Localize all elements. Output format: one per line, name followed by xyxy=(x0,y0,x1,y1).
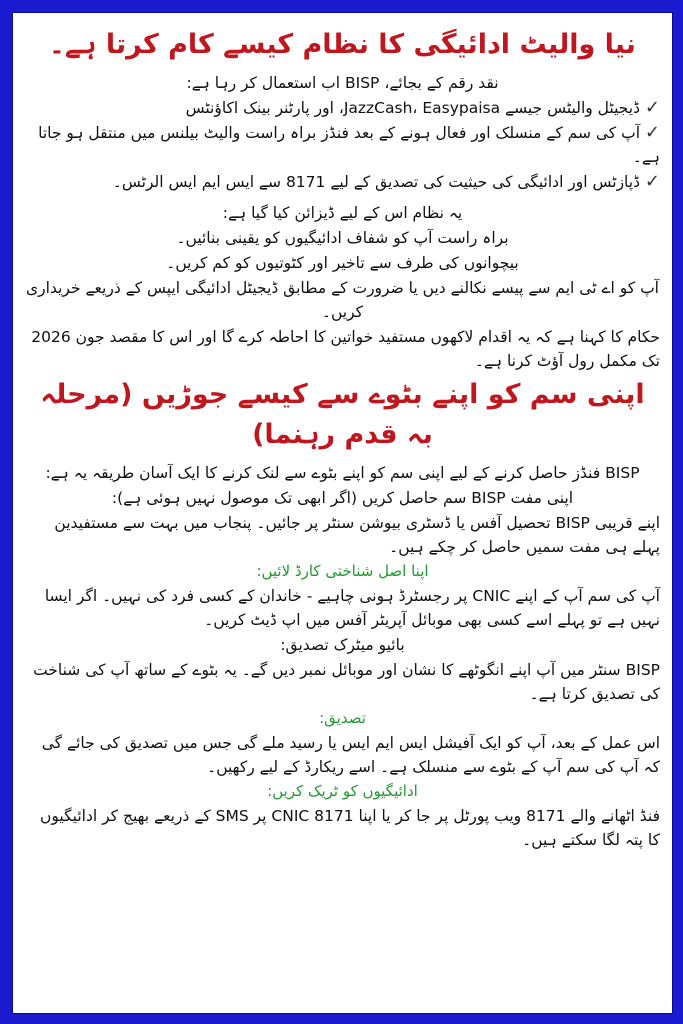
bullet-3 xyxy=(25,170,660,194)
paragraph-officials: حکام کا کہنا ہے کہ یہ اقدام لاکھوں مستفید خواتین کا احاطہ کرے گا اور اس کا مقصد جون 2026 تک مکمل رول آؤٹ کرنا ہے۔ xyxy=(31,328,660,370)
step-2-text: آپ کی سم آپ کے اپنے CNIC پر رجسٹرڈ ہونی چاہیے - خاندان کے کسی فرد کی نہیں۔ اگر ایسا نہیں ہے تو پہلے اسے کسی بھی موبائل آپریٹر آفس میں اپ ڈیٹ کریں۔ xyxy=(44,587,660,629)
step-4-text: اس عمل کے بعد، آپ کو ایک آفیشل ایس ایم ایس یا رسید ملے گی جس میں تصدیق کی جائے گی کہ آپ کی سم آپ کے بٹوے سے منسلک ہے۔ اسے ریکارڈ کے لیے رکھیں۔ xyxy=(41,734,660,776)
check-icon: ✓ xyxy=(644,122,660,143)
bullet-2-text: آپ کی سم کے منسلک اور فعال ہونے کے بعد فنڈز براہ راست والیٹ بیلنس میں منتقل ہو جاتا ہے۔ xyxy=(38,124,660,166)
bullet-2 xyxy=(25,121,660,169)
step-4-heading: تصدیق: xyxy=(319,709,366,727)
design-point-2: بیچوانوں کی طرف سے تاخیر اور کٹوتیوں کو کم کریں۔ xyxy=(166,254,519,272)
intro-line: نقد رقم کے بجائے، BISP اب استعمال کر رہا ہے: xyxy=(186,74,499,92)
design-point-1: براہ راست آپ کو شفاف ادائیگیوں کو یقینی بنائیں۔ xyxy=(176,229,509,247)
step-1-heading: اپنی مفت BISP سم حاصل کریں (اگر ابھی تک موصول نہیں ہوئی ہے): xyxy=(111,489,574,507)
step-5-text: فنڈ اٹھانے والے 8171 ویب پورٹل پر جا کر یا اپنا CNIC 8171 پر SMS کے ذریعے بھیج کر ادائیگیوں کا پتہ لگا سکتے ہیں۔ xyxy=(40,807,660,849)
section-title-wallet: نیا والیٹ ادائیگی کا نظام کیسے کام کرتا ہے۔ xyxy=(49,29,636,60)
step-3-heading: بائیو میٹرک تصدیق: xyxy=(280,636,405,654)
article-content xyxy=(13,13,672,859)
check-icon: ✓ xyxy=(644,97,660,118)
section-title-sim-link: اپنی سم کو اپنے بٹوے سے کیسے جوڑیں (مرحلہ بہ قدم رہنما) xyxy=(40,379,645,450)
step-1-text: اپنے قریبی BISP تحصیل آفس یا ڈسٹری بیوشن سنٹر پر جائیں۔ پنجاب میں بہت سے مستفیدین پہلے ہی مفت سمیں حاصل کر چکے ہیں۔ xyxy=(54,514,660,556)
guide-intro: BISP فنڈز حاصل کرنے کے لیے اپنی سم کو اپنے بٹوے سے لنک کرنے کا ایک آسان طریقہ یہ ہے: xyxy=(45,464,640,482)
design-intro: یہ نظام اس کے لیے ڈیزائن کیا گیا ہے: xyxy=(222,204,463,222)
bullet-3-text: ڈپازٹس اور ادائیگی کی حیثیت کی تصدیق کے لیے 8171 سے ایس ایم ایس الرٹس۔ xyxy=(112,173,640,191)
paragraph-atm: آپ کو اے ٹی ایم سے پیسے نکالنے دیں یا ضرورت کے مطابق ڈیجیٹل ادائیگی ایپس کے ذریعے خریداری کریں۔ xyxy=(26,279,659,321)
bullet-1-text: ڈیجیٹل والیٹس جیسے JazzCash، Easypaisa، اور پارٹنر بینک اکاؤنٹس xyxy=(185,99,640,117)
step-3-text: BISP سنٹر میں آپ اپنے انگوٹھے کا نشان اور موبائل نمبر دیں گے۔ یہ بٹوے کے ساتھ آپ کی شناخت کی تصدیق کرتا ہے۔ xyxy=(33,661,660,703)
step-2-heading: اپنا اصل شناختی کارڈ لائیں: xyxy=(256,562,429,580)
step-5-heading: ادائیگیوں کو ٹریک کریں: xyxy=(267,782,418,800)
check-icon: ✓ xyxy=(644,171,660,192)
bullet-1 xyxy=(25,96,660,120)
article-frame xyxy=(12,12,673,1014)
